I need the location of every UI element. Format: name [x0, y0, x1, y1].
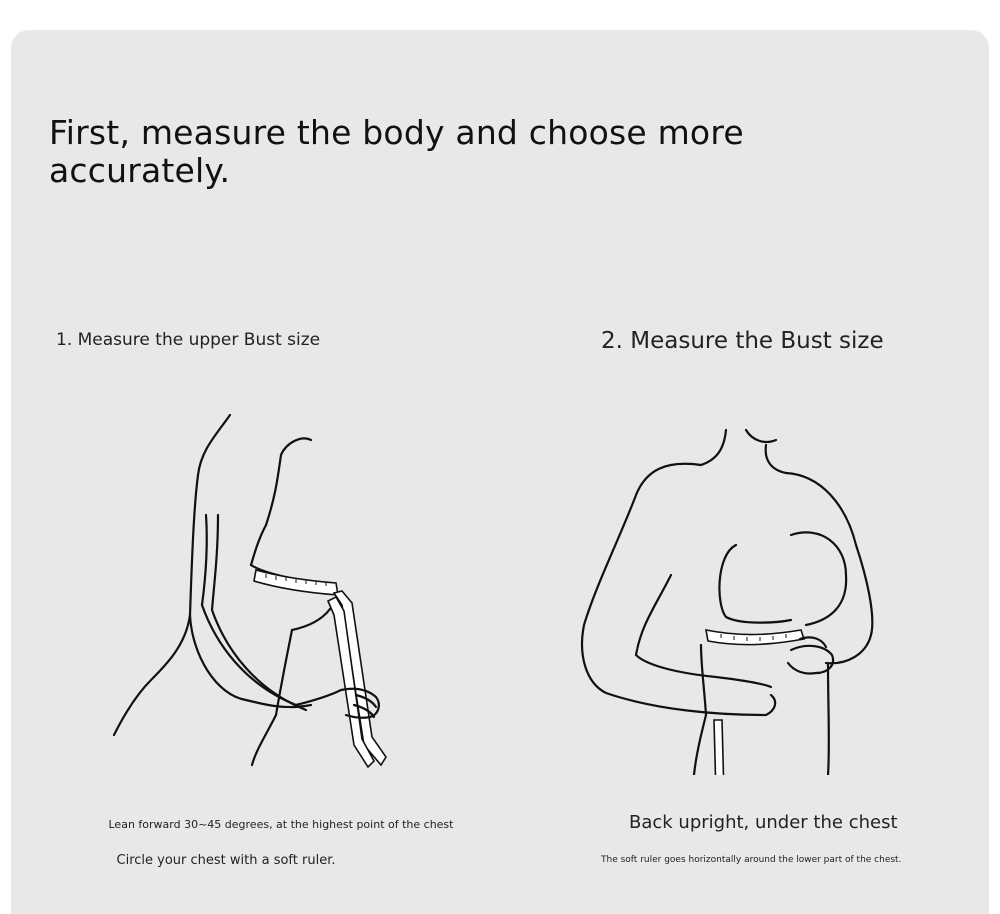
step-1-label: 1. Measure the upper Bust size	[56, 330, 321, 350]
step-2-label: 2. Measure the Bust size	[601, 328, 884, 354]
bust-illustration	[566, 425, 896, 775]
step-1-caption-primary: Lean forward 30~45 degrees, at the highest point of the chest	[108, 818, 454, 831]
step-2-caption-secondary: The soft ruler goes horizontally around the lower part of the chest.	[601, 855, 902, 865]
step-2-caption-primary: Back upright, under the chest	[629, 812, 898, 833]
measurement-guide-card	[11, 30, 989, 914]
upper-bust-illustration	[106, 405, 406, 775]
page-title: First, measure the body and choose more accurately.	[49, 113, 744, 190]
step-1-caption-secondary: Circle your chest with a soft ruler.	[116, 853, 336, 868]
